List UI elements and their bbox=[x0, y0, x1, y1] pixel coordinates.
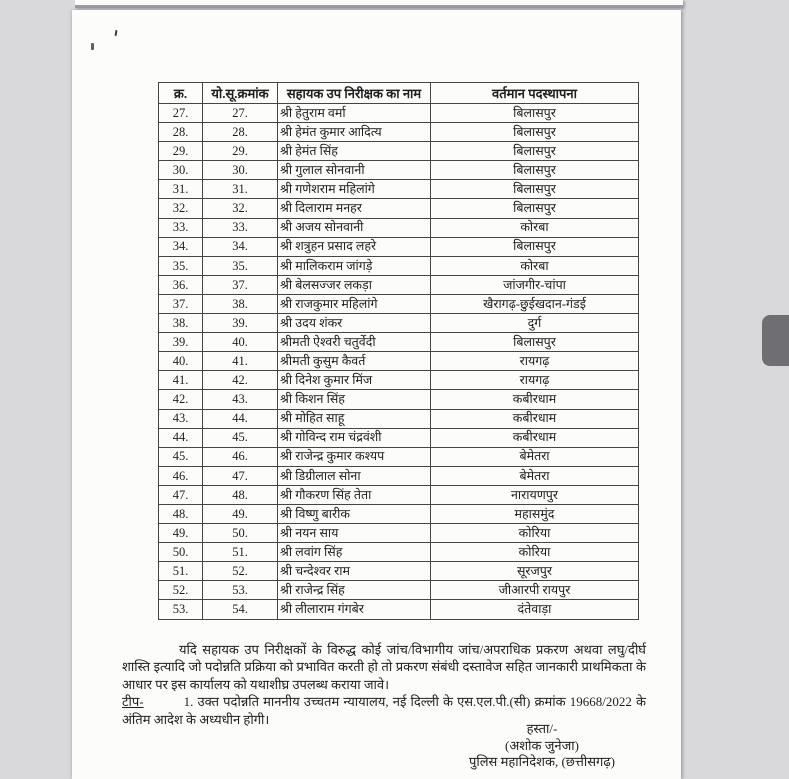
table-cell: बेमेतरा bbox=[431, 466, 639, 485]
table-cell: बिलासपुर bbox=[431, 104, 639, 123]
table-cell: 38. bbox=[203, 294, 278, 313]
table-cell: 27. bbox=[159, 104, 203, 123]
table-cell: श्री हेमंत सिंह bbox=[278, 142, 431, 161]
table-row bbox=[159, 237, 639, 256]
table-cell: श्री किशन सिंह bbox=[278, 390, 431, 409]
table-cell: 38. bbox=[159, 314, 203, 333]
table-cell: 31. bbox=[159, 180, 203, 199]
table-cell: श्री राजेन्द्र सिंह bbox=[278, 581, 431, 600]
table-cell: श्री उदय शंकर bbox=[278, 314, 431, 333]
table-cell: श्री शत्रुहन प्रसाद लहरे bbox=[278, 237, 431, 256]
column-header: क्र. bbox=[159, 83, 203, 104]
table-row bbox=[159, 275, 639, 294]
table-cell: श्री मोहित साहू bbox=[278, 409, 431, 428]
document-page bbox=[72, 10, 681, 779]
table-cell: 41. bbox=[159, 371, 203, 390]
table-row bbox=[159, 371, 639, 390]
table-row bbox=[159, 581, 639, 600]
table-cell: 45. bbox=[203, 428, 278, 447]
instruction-paragraph: यदि सहायक उप निरीक्षकों के विरुद्ध कोई जांच/विभागीय जांच/अपराधिक प्रकरण अथवा लघु/दीर्घ शास्ति इत्यादि जो पदोन्नति प्रक्रिया को प्रभावित करती हो तो प्रकरण संबंधी दस्तावेज सहित जानकारी प्राथमिकता के आधार पर इस कार्यालय को यथाशीघ्र उपलब्ध कराया जावे। bbox=[122, 642, 646, 692]
table-cell: कबीरधाम bbox=[431, 390, 639, 409]
table-row bbox=[159, 180, 639, 199]
table-cell: खैरागढ़-छुईखदान-गंडई bbox=[431, 294, 639, 313]
note-text: 1. उक्त पदोन्नति माननीय उच्चतम न्यायालय, नई दिल्ली के एस.एल.पी.(सी) क्रमांक 19668/2022 के अंतिम आदेश के अध्यधीन होगी। bbox=[122, 694, 646, 727]
table-cell: 47. bbox=[159, 485, 203, 504]
previous-page-bottom-edge bbox=[75, 0, 683, 8]
table-row bbox=[159, 218, 639, 237]
table-row bbox=[159, 428, 639, 447]
table-cell: श्री राजकुमार महिलांगे bbox=[278, 294, 431, 313]
postings-table bbox=[158, 82, 639, 620]
table-cell: रायगढ़ bbox=[431, 352, 639, 371]
table-row bbox=[159, 447, 639, 466]
table-cell: 29. bbox=[203, 142, 278, 161]
table-cell: 37. bbox=[159, 294, 203, 313]
table-cell: 35. bbox=[203, 256, 278, 275]
table-cell: श्री दिलाराम मनहर bbox=[278, 199, 431, 218]
table-cell: 36. bbox=[159, 275, 203, 294]
table-cell: 51. bbox=[159, 562, 203, 581]
table-cell: श्रीमती ऐश्वरी चतुर्वेदी bbox=[278, 333, 431, 352]
table-cell: श्री बेलसज्जर लकड़ा bbox=[278, 275, 431, 294]
table-cell: बिलासपुर bbox=[431, 199, 639, 218]
column-header: सहायक उप निरीक्षक का नाम bbox=[278, 83, 431, 104]
table-cell: 44. bbox=[203, 409, 278, 428]
table-cell: श्री मालिकराम जांगड़े bbox=[278, 256, 431, 275]
table-cell: 45. bbox=[159, 447, 203, 466]
table-cell: श्री गोविन्द राम चंद्रवंशी bbox=[278, 428, 431, 447]
table-cell: बिलासपुर bbox=[431, 237, 639, 256]
table-cell: 48. bbox=[159, 504, 203, 523]
scan-speck bbox=[91, 43, 94, 50]
table-cell: 32. bbox=[159, 199, 203, 218]
table-body bbox=[159, 104, 639, 620]
note-label: टीप- bbox=[122, 694, 144, 710]
signatory-title: पुलिस महानिदेशक, (छत्तीसगढ़) bbox=[468, 754, 615, 769]
table-cell: कोरबा bbox=[431, 256, 639, 275]
table-cell: 34. bbox=[203, 237, 278, 256]
table-row bbox=[159, 352, 639, 371]
table-cell: कोरिया bbox=[431, 524, 639, 543]
table-cell: जीआरपी रायपुर bbox=[431, 581, 639, 600]
table-row bbox=[159, 256, 639, 275]
table-cell: 28. bbox=[159, 123, 203, 142]
column-header: यो.सू.क्रमांक bbox=[203, 83, 278, 104]
table-cell: श्री हेमंत कुमार आदित्य bbox=[278, 123, 431, 142]
table-cell: 41. bbox=[203, 352, 278, 371]
table-row bbox=[159, 524, 639, 543]
table-cell: श्री अजय सोनवानी bbox=[278, 218, 431, 237]
table-cell: 42. bbox=[203, 371, 278, 390]
table-cell: 47. bbox=[203, 466, 278, 485]
table-cell: 33. bbox=[203, 218, 278, 237]
table-row bbox=[159, 504, 639, 523]
table-cell: 46. bbox=[203, 447, 278, 466]
table-cell: श्रीमती कुसुम कैवर्त bbox=[278, 352, 431, 371]
table-cell: 50. bbox=[159, 543, 203, 562]
table-cell: 49. bbox=[159, 524, 203, 543]
table-cell: 33. bbox=[159, 218, 203, 237]
table-cell: दुर्ग bbox=[431, 314, 639, 333]
table-cell: बेमेतरा bbox=[431, 447, 639, 466]
table-cell: 49. bbox=[203, 504, 278, 523]
table-cell: सूरजपुर bbox=[431, 562, 639, 581]
table-cell: श्री विष्णु बारीक bbox=[278, 504, 431, 523]
table-row bbox=[159, 314, 639, 333]
table-cell: 31. bbox=[203, 180, 278, 199]
table-cell: श्री गणेशराम महिलांगे bbox=[278, 180, 431, 199]
table-cell: बिलासपुर bbox=[431, 333, 639, 352]
table-cell: श्री डिग्रीलाल सोना bbox=[278, 466, 431, 485]
table-cell: श्री लवांग सिंह bbox=[278, 543, 431, 562]
table-row bbox=[159, 142, 639, 161]
table-row bbox=[159, 161, 639, 180]
table-cell: 43. bbox=[203, 390, 278, 409]
table-cell: श्री नयन साय bbox=[278, 524, 431, 543]
table-cell: श्री हेतुराम वर्मा bbox=[278, 104, 431, 123]
table-cell: 42. bbox=[159, 390, 203, 409]
table-cell: दंतेवाड़ा bbox=[431, 600, 639, 619]
table-row bbox=[159, 390, 639, 409]
table-cell: 34. bbox=[159, 237, 203, 256]
table-row bbox=[159, 333, 639, 352]
scan-speck bbox=[115, 30, 118, 36]
table-row bbox=[159, 123, 639, 142]
table-cell: 28. bbox=[203, 123, 278, 142]
table-row bbox=[159, 294, 639, 313]
table-cell: 53. bbox=[203, 581, 278, 600]
table-row bbox=[159, 562, 639, 581]
table-row bbox=[159, 199, 639, 218]
table-cell: 43. bbox=[159, 409, 203, 428]
table-cell: श्री चन्देश्वर राम bbox=[278, 562, 431, 581]
table-cell: श्री लीलाराम गंगबेर bbox=[278, 600, 431, 619]
table-cell: 54. bbox=[203, 600, 278, 619]
table-cell: बिलासपुर bbox=[431, 123, 639, 142]
table-cell: 32. bbox=[203, 199, 278, 218]
column-header: वर्तमान पदस्थापना bbox=[431, 83, 639, 104]
table-row bbox=[159, 600, 639, 619]
table-row bbox=[159, 104, 639, 123]
table-cell: 35. bbox=[159, 256, 203, 275]
table-cell: बिलासपुर bbox=[431, 161, 639, 180]
table-cell: कबीरधाम bbox=[431, 409, 639, 428]
table-cell: 30. bbox=[203, 161, 278, 180]
table-cell: जांजगीर-चांपा bbox=[431, 275, 639, 294]
table-cell: 39. bbox=[203, 314, 278, 333]
scrollbar-thumb[interactable] bbox=[762, 315, 789, 366]
table-row bbox=[159, 409, 639, 428]
table-cell: महासमुंद bbox=[431, 504, 639, 523]
table-cell: बिलासपुर bbox=[431, 142, 639, 161]
table-cell: श्री राजेन्द्र कुमार कश्यप bbox=[278, 447, 431, 466]
table-cell: कबीरधाम bbox=[431, 428, 639, 447]
table-cell: 48. bbox=[203, 485, 278, 504]
table-cell: 30. bbox=[159, 161, 203, 180]
table-row bbox=[159, 485, 639, 504]
table-cell: 27. bbox=[203, 104, 278, 123]
signatory-name: (अशोक जुनेजा) bbox=[505, 737, 579, 753]
table-cell: 37. bbox=[203, 275, 278, 294]
table-cell: 40. bbox=[203, 333, 278, 352]
table-cell: रायगढ़ bbox=[431, 371, 639, 390]
table-cell: बिलासपुर bbox=[431, 180, 639, 199]
table-cell: श्री दिनेश कुमार मिंज bbox=[278, 371, 431, 390]
table-cell: 51. bbox=[203, 543, 278, 562]
table-cell: 46. bbox=[159, 466, 203, 485]
table-cell: कोरिया bbox=[431, 543, 639, 562]
table-cell: श्री गुलाल सोनवानी bbox=[278, 161, 431, 180]
table-cell: 50. bbox=[203, 524, 278, 543]
table-cell: 52. bbox=[159, 581, 203, 600]
table-cell: 53. bbox=[159, 600, 203, 619]
table-cell: 29. bbox=[159, 142, 203, 161]
signature-block bbox=[422, 721, 662, 771]
closing-text bbox=[122, 641, 646, 728]
table-cell: 40. bbox=[159, 352, 203, 371]
table-row bbox=[159, 466, 639, 485]
table-cell: नारायणपुर bbox=[431, 485, 639, 504]
table-header-row bbox=[159, 83, 639, 104]
table-cell: श्री गौकरण सिंह तेता bbox=[278, 485, 431, 504]
signature-sign-line: हस्ता/- bbox=[526, 721, 558, 736]
table-cell: 39. bbox=[159, 333, 203, 352]
table-row bbox=[159, 543, 639, 562]
table-cell: 52. bbox=[203, 562, 278, 581]
table-cell: 44. bbox=[159, 428, 203, 447]
table-cell: कोरबा bbox=[431, 218, 639, 237]
